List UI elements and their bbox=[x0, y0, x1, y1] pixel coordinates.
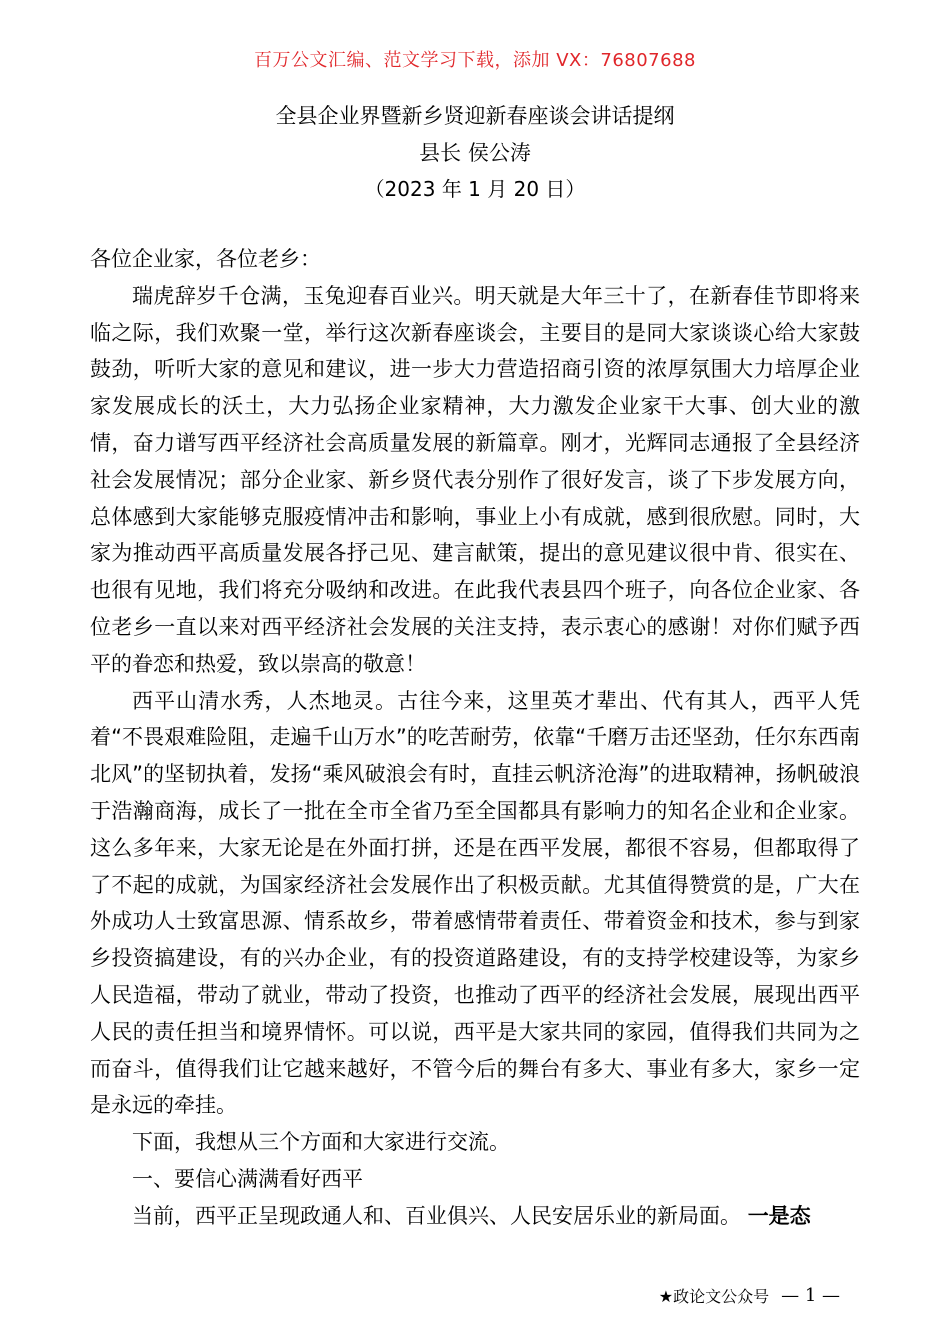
document-title: 全县企业界暨新乡贤迎新春座谈会讲话提纲 bbox=[275, 104, 675, 128]
paragraph-3: 下面，我想从三个方面和大家进行交流。 bbox=[132, 1130, 510, 1155]
paragraph-4-text: 当前，西平正呈现政通人和、百业俱兴、人民安居乐业的新局面。 bbox=[132, 1203, 741, 1228]
salutation: 各位企业家，各位老乡： bbox=[90, 247, 321, 271]
paragraph-1: 瑞虎辞岁千仓满，玉兔迎春百业兴。明天就是大年三十了，在新春佳节即将来临之际，我们欢聚一堂，举行这次新春座谈会，主要目的是同大家谈谈心给大家鼓鼓劲，听听大家的意见和建议，进一步大力营造招商引资的浓厚氛围大力培厚企业家发展成长的沃土，大力弘扬企业家精神，大力激发企业家干大事、创大业的激情，奋力谱写西平经济社会高质量发展的新篇章。刚才，光辉同志通报了全县经济社会发展情况；部分企业家、新乡贤代表分别作了很好发言，谈了下步发展方向，总体感到大家能够克服疫情冲击和影响，事业上小有成就，感到很欣慰。同时，大家为推动西平高质量发展各抒己见、建言献策，提出的意见建议很中肯、很实在、也很有见地，我们将充分吸纳和改进。在此我代表县四个班子，向各位企业家、各位老乡一直以来对西平经济社会发展的关注支持，表示衷心的感谢！对你们赋予西平的眷恋和热爱，致以崇高的敬意！ bbox=[90, 283, 860, 676]
document-author: 县长 侯公涛 bbox=[419, 141, 531, 165]
paragraph-4 bbox=[90, 1198, 860, 1235]
document-date: （2023 年 1 月 20 日） bbox=[364, 177, 586, 201]
section-heading: 一、要信心满满看好西平 bbox=[132, 1166, 363, 1191]
promo-banner: 百万公文汇编、范文学习下载，添加 VX：76807688 bbox=[254, 50, 696, 71]
paragraph-2: 西平山清水秀，人杰地灵。古往今来，这里英才辈出、代有其人，西平人凭着“不畏艰难险阻，走遍千山万水”的吃苦耐劳，依靠“千磨万击还坚劲，任尔东西南北风”的坚韧执着，发扬“乘风破浪会有时，直挂云帆济沧海”的进取精神，扬帆破浪于浩瀚商海，成长了一批在全市全省乃至全国都具有影响力的知名企业和企业家。这么多年来，大家无论是在外面打拼，还是在西平发展，都很不容易，但都取得了了不起的成就，为国家经济社会发展作出了积极贡献。尤其值得赞赏的是，广大在外成功人士致富思源、情系故乡，带着感情带着责任、带着资金和技术，参与到家乡投资搞建设，有的兴办企业，有的投资道路建设，有的支持学校建设等，为家乡人民造福，带动了就业，带动了投资，也推动了西平的经济社会发展，展现出西平人民的责任担当和境界情怀。可以说，西平是大家共同的家园，值得我们共同为之而奋斗，值得我们让它越来越好，不管今后的舞台有多大、事业有多大，家乡一定是永远的牵挂。 bbox=[90, 688, 860, 1118]
paragraph-4-bold-tail: 一是态 bbox=[747, 1203, 811, 1228]
footer-source: ★政论文公众号 bbox=[658, 1287, 770, 1306]
document-body bbox=[90, 241, 860, 1235]
page-footer bbox=[659, 1284, 840, 1307]
page-number: — 1 — bbox=[781, 1285, 840, 1306]
